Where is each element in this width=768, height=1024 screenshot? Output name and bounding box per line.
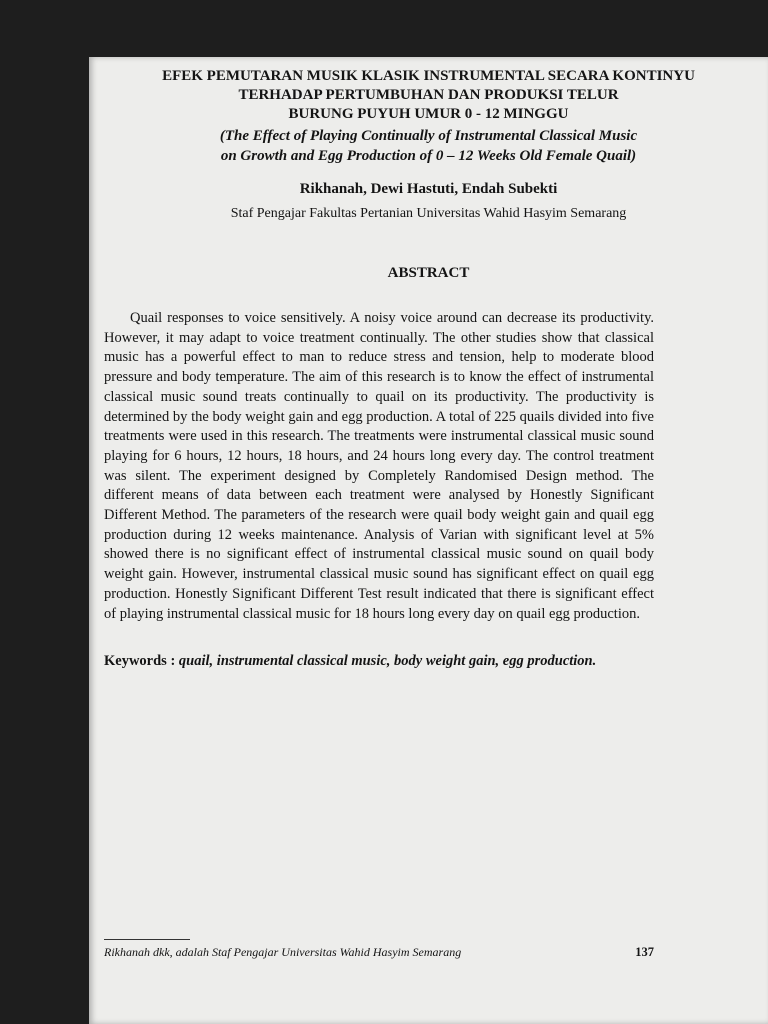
title-line-1: EFEK PEMUTARAN MUSIK KLASIK INSTRUMENTAL SECARA KONTINYU — [162, 68, 695, 84]
journal-page — [89, 57, 768, 1024]
footnote-rule — [104, 939, 190, 940]
english-title-line-2: on Growth and Egg Production of 0 – 12 Weeks Old Female Quail) — [220, 148, 637, 164]
abstract-body: Quail responses to voice sensitively. A noisy voice around can decrease its productivity. However, it may adapt to voice treatment continually. The other studies show that classical music has a powerful effect to man to reduce stress and tension, help to moderate blood pressure and body temperature. The aim of this research is to know the effect of instrumental classical music sound treats continually to quail on its productivity. The productivity is determined by the body weight gain and egg production. A total of 225 quails divided into five treatments were used in this research. The treatments were instrumental classical music sound playing for 6 hours, 12 hours, 18 hours, and 24 hours long every day. The control treatment was silent. The experiment designed by Completely Randomised Design method. The different means of data between each treatment were analysed by Honestly Significant Different Method. The parameters of the research were quail body weight gain and quail egg production during 12 weeks maintenance. Analysis of Varian with significant level at 5% showed there is no significant effect of instrumental classical music sound on quail body weight gain. However, instrumental classical music sound has significant effect on quail egg production. Honestly Significant Different Test result indicated that there is significant effect of playing instrumental classical music for 18 hours long every day on quail egg production. — [104, 310, 654, 622]
keywords-label: Keywords : — [104, 653, 176, 669]
keywords — [104, 651, 664, 671]
footnote: Rikhanah dkk, adalah Staf Pengajar Universitas Wahid Hasyim Semarang — [104, 945, 462, 959]
page-number: 137 — [635, 945, 654, 959]
title-line-2: TERHADAP PERTUMBUHAN DAN PRODUKSI TELUR — [238, 87, 619, 103]
english-title-line-1: (The Effect of Playing Continually of Instrumental Classical Music — [219, 128, 638, 144]
affiliation: Staf Pengajar Fakultas Pertanian Universitas Wahid Hasyim Semarang — [230, 206, 627, 221]
abstract-heading: ABSTRACT — [387, 265, 470, 281]
authors: Rikhanah, Dewi Hastuti, Endah Subekti — [299, 181, 558, 197]
title-line-3: BURUNG PUYUH UMUR 0 - 12 MINGGU — [288, 106, 569, 122]
keywords-value: quail, instrumental classical music, body weight gain, egg production. — [178, 653, 597, 669]
